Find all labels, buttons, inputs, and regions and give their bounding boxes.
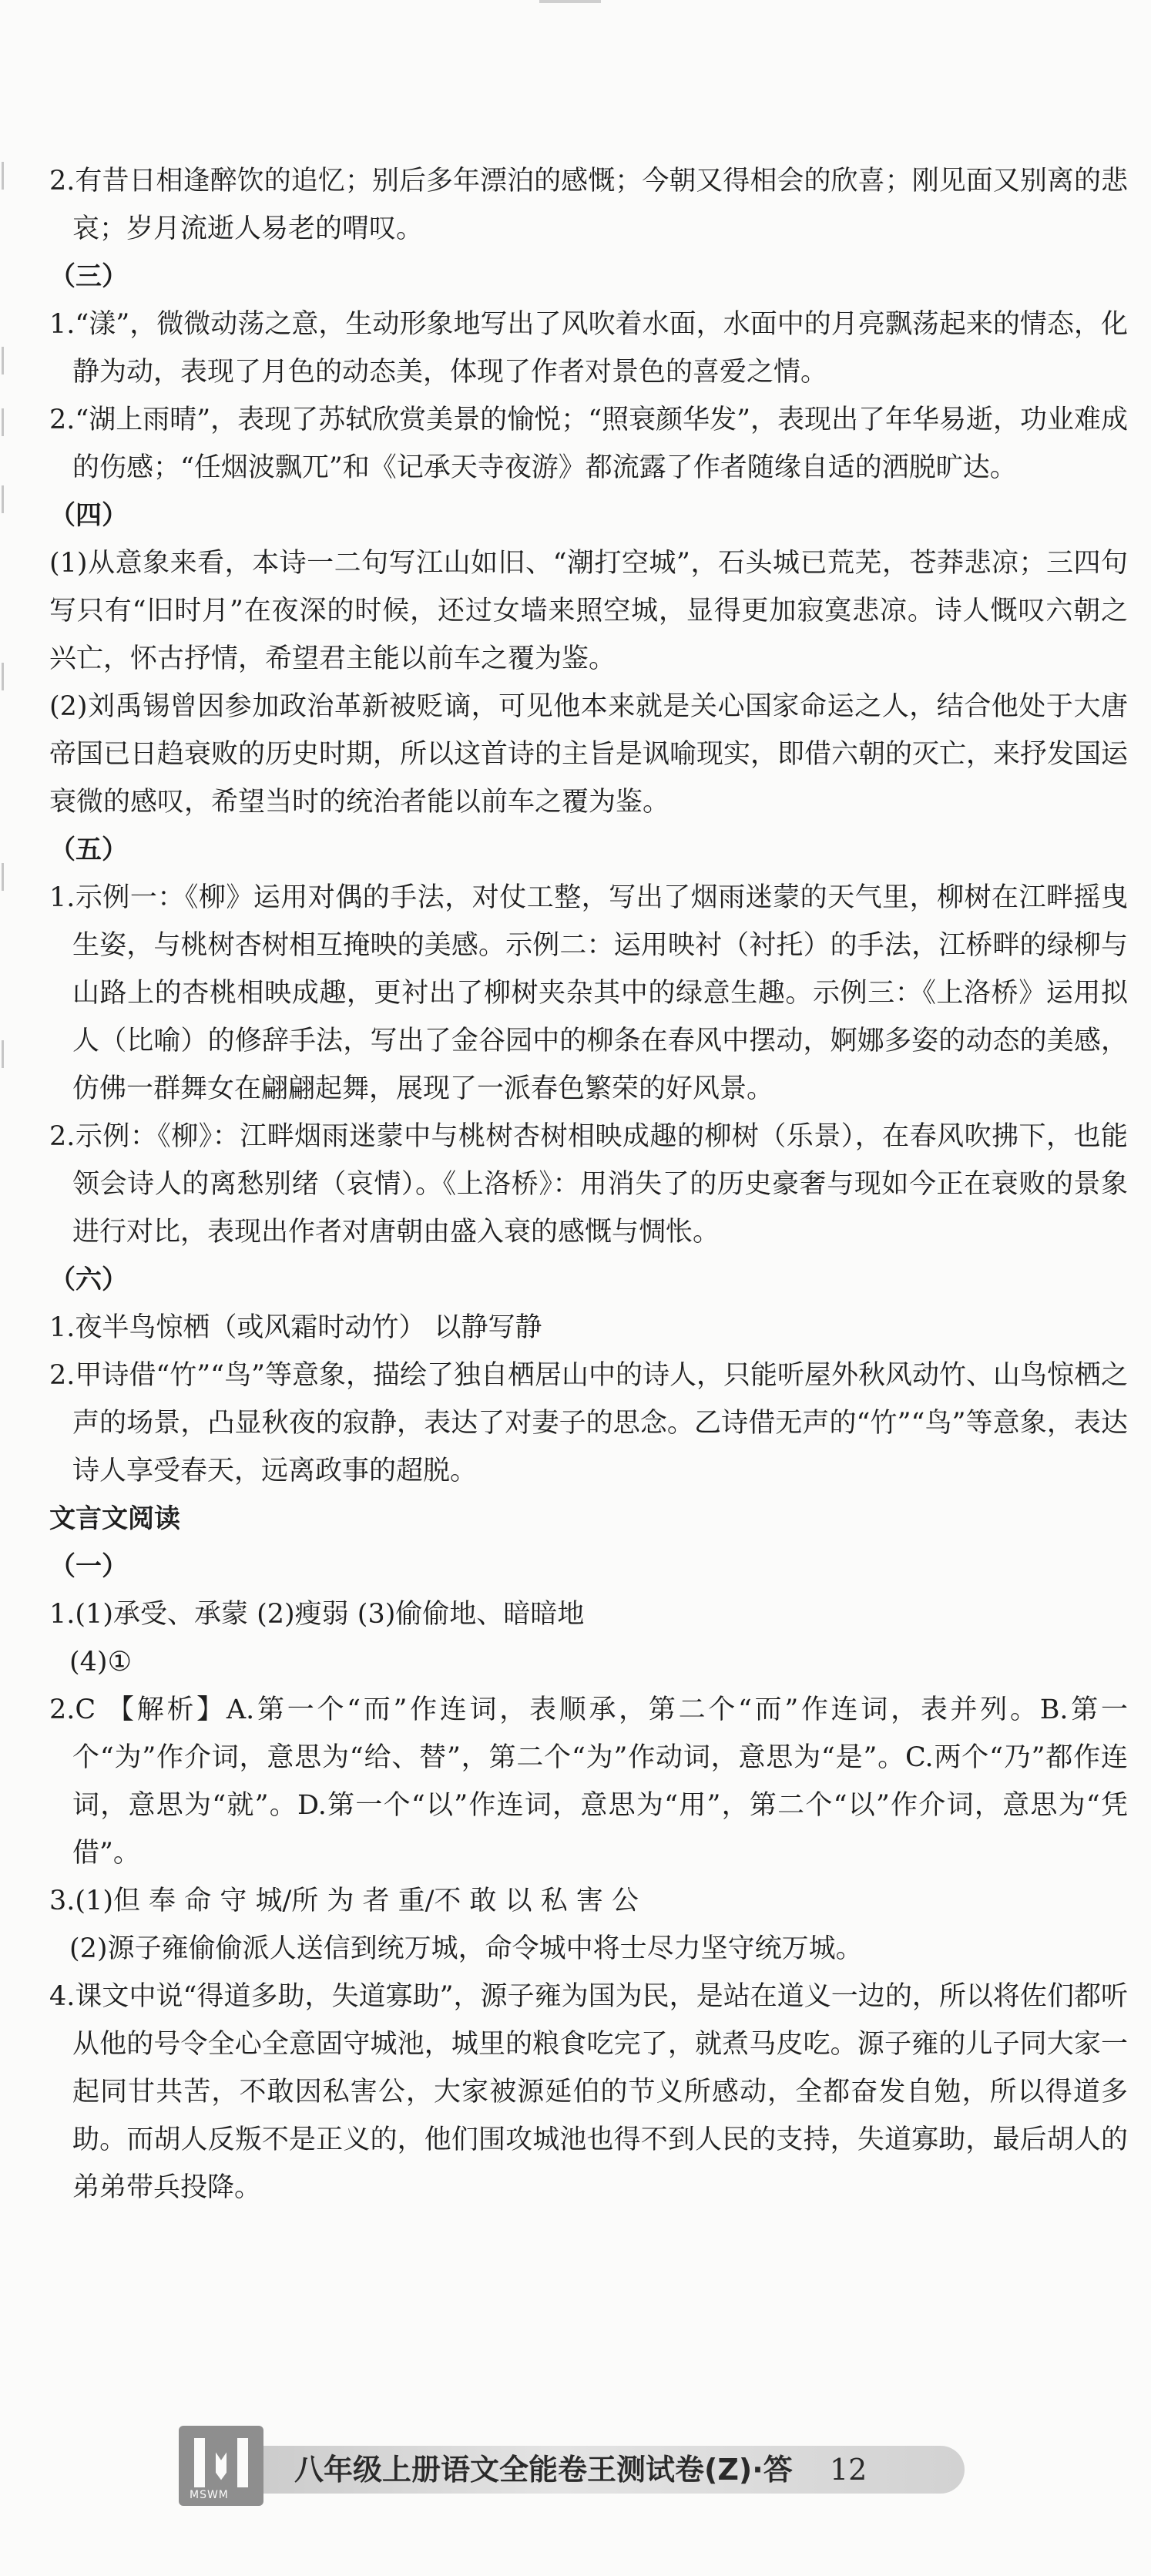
page-number: 12 — [830, 2453, 867, 2487]
section-heading-5: （五） — [49, 835, 128, 865]
answer-c1-4: 4.课文中说“得道多助，失道寡助”，源子雍为国为民，是站在道义一边的，所以将佐们都听从他的号令全心全意固守城池，城里的粮食吃完了，就煮马皮吃。源子雍的儿子同大家一起同甘共苦，不敢因私害公，大家被源延伯的节义所感动，全都奋发自勉，所以得道多助。而胡人反叛不是正义的，他们围攻城池也得不到人民的支持，失道寡助，最后胡人的弟弟带兵投降。 — [49, 1981, 1128, 2203]
section-heading-3: （三） — [49, 261, 128, 292]
section-heading-4: （四） — [49, 500, 128, 531]
answer-s3-2: 2.“湖上雨晴”，表现了苏轼欣赏美景的愉悦；“照衰颜华发”，表现出了年华易逝，功业难成的伤感；“任烟波飘兀”和《记承天寺夜游》都流露了作者随缘自适的洒脱旷达。 — [49, 405, 1128, 483]
answer-s2-2: 2.有昔日相逢醉饮的追忆；别后多年漂泊的感慨；今朝又得相会的欣喜；刚见面又别离的悲哀；岁月流逝人易老的喟叹。 — [49, 166, 1128, 244]
answer-s4-2: (2)刘禹锡曾因参加政治革新被贬谪，可见他本来就是关心国家命运之人，结合他处于大唐帝国已日趋衰败的历史时期，所以这首诗的主旨是讽喻现实，即借六朝的灭亡，来抒发国运衰微的感叹，希望当时的统治者能以前车之覆为鉴。 — [49, 691, 1129, 818]
answer-content — [49, 157, 1128, 2212]
brand-logo — [179, 2426, 263, 2506]
answer-c1-3a: 3.(1)但 奉 命 守 城/所 为 者 重/不 敢 以 私 害 公 — [49, 1886, 639, 1916]
logo-text: MSWM — [190, 2489, 229, 2501]
binding-margin-marks — [0, 154, 28, 1156]
section-heading-6: （六） — [49, 1264, 128, 1295]
answer-c1-1b: (4)① — [69, 1647, 132, 1678]
answer-s3-1: 1.“漾”，微微动荡之意，生动形象地写出了风吹着水面，水面中的月亮飘荡起来的情态，化静为动，表现了月色的动态美，体现了作者对景色的喜爱之情。 — [49, 309, 1128, 388]
answer-s4-1: (1)从意象来看，本诗一二句写江山如旧、“潮打空城”，石头城已荒芜，苍莽悲凉；三四句写只有“旧时月”在夜深的时候，还过女墙来照空城，显得更加寂寞悲凉。诗人慨叹六朝之兴亡，怀古抒情，希望君主能以前车之覆为鉴。 — [49, 548, 1128, 674]
page-footer — [179, 2426, 972, 2511]
answer-s5-1: 1.示例一：《柳》运用对偶的手法，对仗工整，写出了烟雨迷蒙的天气里，柳树在江畔摇曳生姿，与桃树杏树相互掩映的美感。示例二：运用映衬（衬托）的手法，江桥畔的绿柳与山路上的杏桃相映成趣，更衬出了柳树夹杂其中的绿意生趣。示例三：《上洛桥》运用拟人（比喻）的修辞手法，写出了金谷园中的柳条在春风中摆动，婀娜多姿的动态的美感，仿佛一群舞女在翩翩起舞，展现了一派春色繁荣的好风景。 — [49, 882, 1128, 1104]
answer-s6-2: 2.甲诗借“竹”“鸟”等意象，描绘了独自栖居山中的诗人，只能听屋外秋风动竹、山鸟惊栖之声的场景，凸显秋夜的寂静，表达了对妻子的思念。乙诗借无声的“竹”“鸟”等意象，表达诗人享受春天，远离政事的超脱。 — [49, 1360, 1128, 1486]
scan-edge — [539, 0, 601, 3]
answer-c1-1a: 1.(1)承受、承蒙 (2)瘦弱 (3)偷偷地、暗暗地 — [49, 1599, 585, 1630]
answer-s6-1: 1.夜半鸟惊栖（或风霜时动竹） 以静写静 — [49, 1312, 542, 1343]
classical-reading-heading: 文言文阅读 — [49, 1503, 180, 1534]
answer-s5-2: 2.示例：《柳》：江畔烟雨迷蒙中与桃树杏树相映成趣的柳树（乐景），在春风吹拂下，也能领会诗人的离愁别绪（哀情）。《上洛桥》：用消失了的历史豪奢与现如今正在衰败的景象进行对比，表现出作者对唐朝由盛入衰的感慨与惆怅。 — [49, 1121, 1128, 1248]
answer-c1-2: 2.C 【解析】A.第一个“而”作连词，表顺承，第二个“而”作连词，表并列。B.第一个“为”作介词，意思为“给、替”，第二个“为”作动词，意思为“是”。C.两个“乃”都作连词，意思为“就”。D.第一个“以”作连词，意思为“用”，第二个“以”作介词，意思为“凭借”。 — [49, 1694, 1128, 1869]
footer-title: 八年级上册语文全能卷王测试卷(Z)·答 — [294, 2453, 793, 2487]
classical-heading-1: （一） — [49, 1551, 128, 1582]
answer-c1-3b: (2)源子雍偷偷派人送信到统万城，命令城中将士尽力坚守统万城。 — [69, 1933, 863, 1964]
